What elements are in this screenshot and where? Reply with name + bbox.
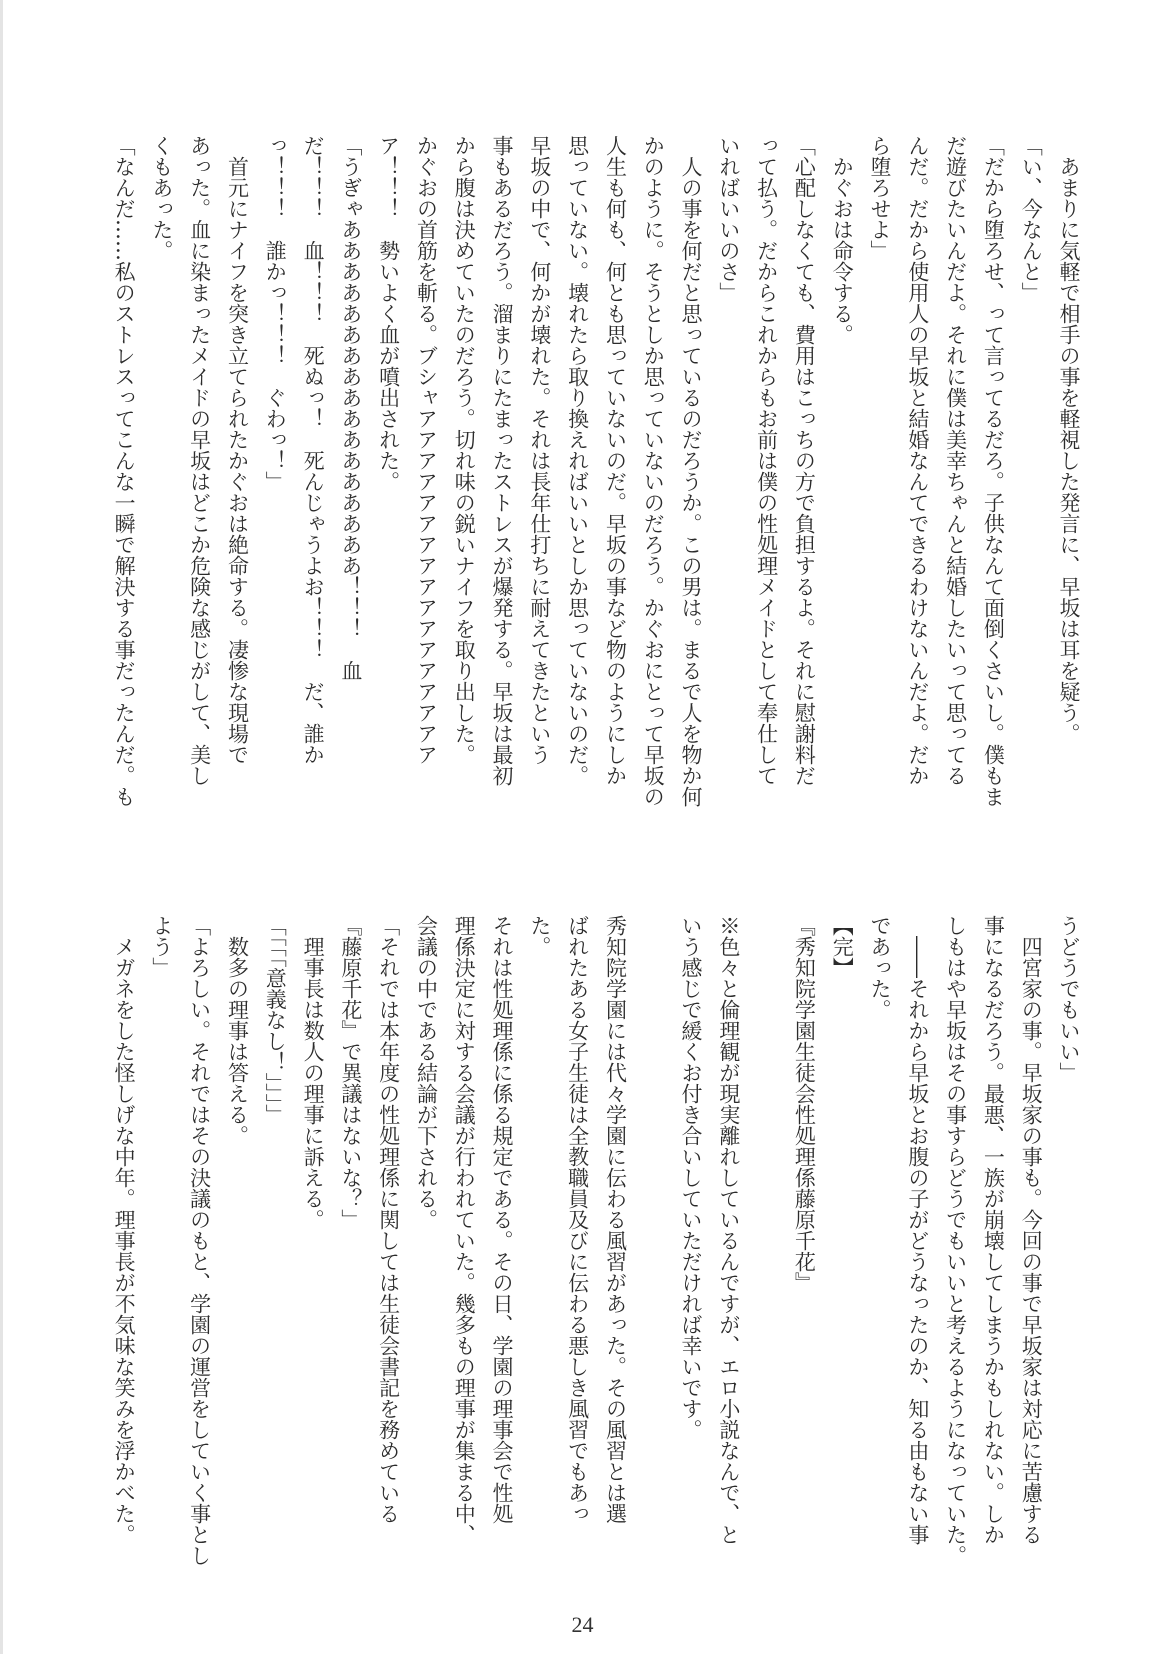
text-line: 理事長は数人の理事に訴える。: [301, 915, 326, 1230]
text-line: ※色々と倫理観が現実離れしているんですが、エロ小説なんで、と: [716, 915, 741, 1545]
text-line: 「なんだ……私のストレスってこんな一瞬で解決する事だったんだ。も: [112, 135, 137, 807]
text-line: うどうでもいい」: [1057, 915, 1081, 1083]
text-line: 早坂の中で、何かが壊れた。それは長年仕打ちに耐えてきたという: [527, 135, 552, 765]
page-edge: [0, 0, 3, 1654]
text-line: って払う。だからこれからもお前は僕の性処理メイドとして奉仕して: [754, 135, 779, 786]
text-line: から腹は決めていたのだろう。切れ味の鋭いナイフを取り出した。: [452, 135, 477, 765]
text-line: 「うぎゃあああああああああああああああああ！！！ 血: [338, 135, 363, 681]
text-block-lower: [104, 915, 1087, 1605]
text-line: 『秀知院学園生徒会性処理係藤原千花』: [792, 915, 817, 1293]
text-line: 『藤原千花』で異議はないな？」: [338, 915, 363, 1230]
text-line: 「それでは本年度の性処理係に関しては生徒会書記を務めている: [376, 915, 401, 1524]
text-line: メガネをした怪しげな中年。理事長が不気味な笑みを浮かべた。: [112, 915, 137, 1545]
text-line: あった。血に染まったメイドの早坂はどこか危険な感じがして、美し: [187, 135, 212, 786]
text-line: かのように。そうとしか思っていないのだろう。かぐおにとって早坂の: [641, 135, 666, 807]
blank-line: [747, 915, 785, 1605]
text-line: ア！！！ 勢いよく血が噴出された。: [376, 135, 401, 492]
text-line: 「だから堕ろせ、って言ってるだろ。子供なんて面倒くさいし。僕もま: [981, 135, 1006, 807]
text-line: あまりに気軽で相手の事を軽視した発言に、早坂は耳を疑う。: [1057, 135, 1081, 744]
text-line: 四宮家の事。早坂家の事も。今回の事で早坂家は対応に苦慮する: [1019, 915, 1044, 1545]
text-line: 首元にナイフを突き立てられたかぐおは絶命する。凄惨な現場で: [225, 135, 250, 765]
text-line: 数多の理事は答える。: [225, 915, 250, 1146]
text-line: んだ。だから使用人の早坂と結婚なんてできるわけないんだよ。だか: [905, 135, 930, 786]
text-line: だ遊びたいんだよ。それに僕は美幸ちゃんと結婚したいって思ってる: [943, 135, 968, 786]
text-line: かぐおの首筋を斬る。ブシャアアアアアアアアアアアアアアアアア: [414, 135, 439, 765]
text-line: た。: [527, 915, 552, 957]
text-line: しもはや早坂はその事すらどうでもいいと考えるようになっていた。: [943, 915, 968, 1566]
text-line: それは性処理係に係る規定である。その日、学園の理事会で性処: [490, 915, 515, 1524]
text-line: 「よろしい。それではその決議のもと、学園の運営をしていく事とし: [187, 915, 212, 1566]
text-block-upper: [104, 135, 1087, 825]
text-line: であった。: [868, 915, 893, 1020]
text-line: ――それから早坂とお腹の子がどうなったのか、知る由もない事: [905, 915, 930, 1545]
text-line: いればいいのさ」: [716, 135, 741, 303]
text-line: よう」: [149, 915, 174, 978]
text-line: ばれたある女子生徒は全教職員及びに伝わる悪しき風習でもあっ: [565, 915, 590, 1524]
text-line: だ！！！ 血！！！ 死ぬっ！ 死んじゃうよお！！！ だ、誰か: [301, 135, 326, 765]
text-line: 「い、今なんと」: [1019, 135, 1044, 303]
text-line: 会議の中である結論が下される。: [414, 915, 439, 1230]
text-line: 「心配しなくても、費用はこっちの方で負担するよ。それに慰謝料だ: [792, 135, 817, 786]
text-line: くもあった。: [149, 135, 174, 261]
text-line: 思っていない。壊れたら取り換えればいいとしか思っていないのだ。: [565, 135, 590, 786]
text-line: ら堕ろせよ」: [868, 135, 893, 261]
text-line: 理係決定に対する会議が行われていた。幾多もの理事が集まる中、: [452, 915, 477, 1545]
text-line: 事になるだろう。最悪、一族が崩壊してしまうかもしれない。しか: [981, 915, 1006, 1545]
text-line: 「「「「意義なし！」」」」: [263, 915, 288, 1125]
text-line: 【完】: [830, 915, 855, 978]
text-line: かぐおは命令する。: [830, 135, 855, 345]
text-line: 秀知院学園には代々学園に伝わる風習があった。その風習とは選: [603, 915, 628, 1524]
text-line: 事もあるだろう。溜まりにたまったストレスが爆発する。早坂は最初: [490, 135, 515, 786]
text-line: いう感じで緩くお付き合いしていただければ幸いです。: [679, 915, 704, 1440]
text-line: 人生も何も、何とも思っていないのだ。早坂の事など物のようにしか: [603, 135, 628, 786]
page-number: 24: [571, 1612, 594, 1637]
text-line: っ！！！ 誰かっ！！！ ぐわっ！」: [263, 135, 288, 492]
blank-line: [633, 915, 671, 1605]
text-line: 人の事を何だと思っているのだろうか。この男は。まるで人を物か何: [679, 135, 704, 807]
